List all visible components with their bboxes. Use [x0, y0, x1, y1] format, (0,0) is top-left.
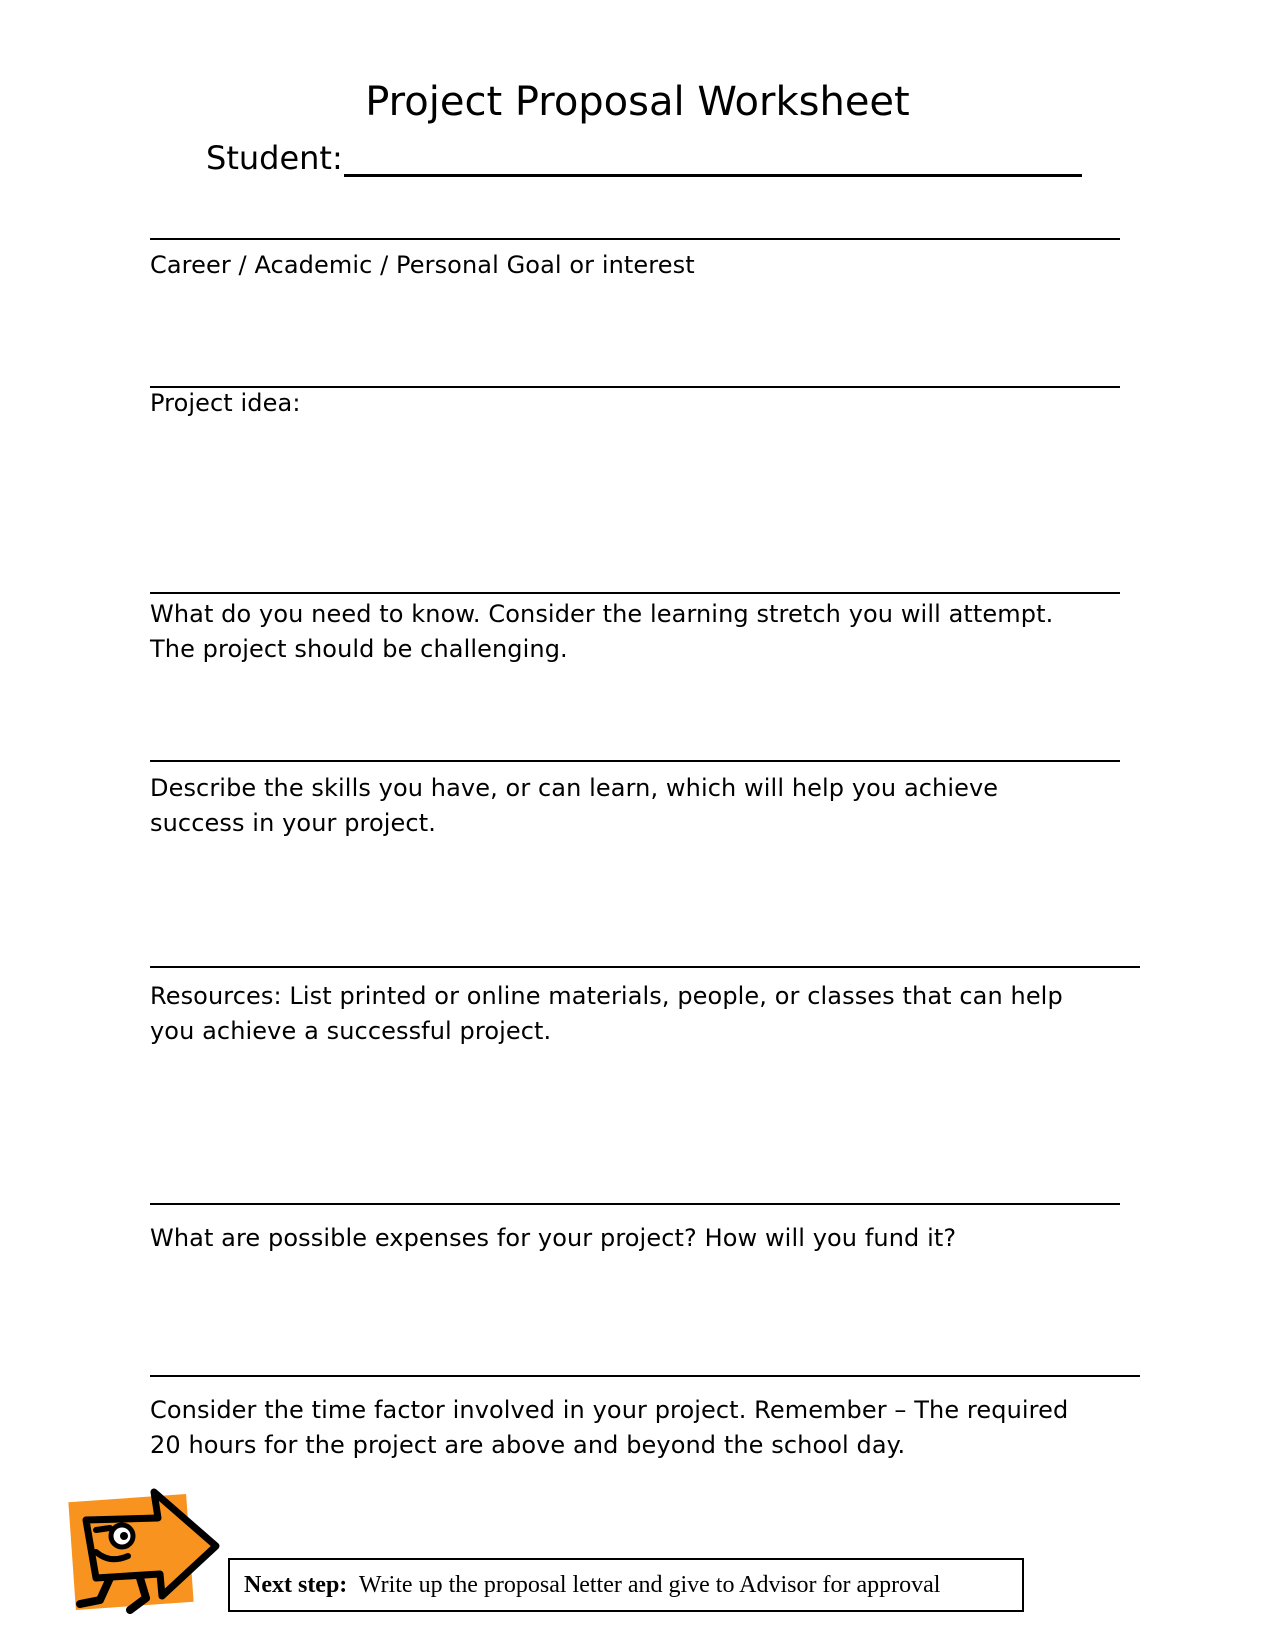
section-divider	[150, 760, 1120, 762]
section-divider	[150, 238, 1120, 240]
prompt-goal-interest: Career / Academic / Personal Goal or interest	[150, 251, 695, 279]
next-step-label: Next step:	[244, 1572, 348, 1598]
walking-arrow-mascot-icon	[66, 1478, 226, 1618]
section-divider	[150, 1203, 1120, 1205]
student-name-row	[206, 134, 1086, 184]
prompt-time-factor: Consider the time factor involved in your project. Remember – The required 20 hours for the project are above and beyond the school day.	[150, 1396, 1069, 1459]
student-name-field[interactable]	[344, 174, 1082, 177]
section-divider	[150, 1375, 1140, 1377]
prompt-resources: Resources: List printed or online materials, people, or classes that can help you achieve a successful project.	[150, 982, 1063, 1045]
next-step-box	[228, 1558, 1024, 1612]
next-step-text: Write up the proposal letter and give to Advisor for approval	[358, 1572, 941, 1598]
prompt-project-idea: Project idea:	[150, 389, 301, 417]
section-divider	[150, 592, 1120, 594]
prompt-expenses: What are possible expenses for your project? How will you fund it?	[150, 1224, 957, 1252]
prompt-need-to-know: What do you need to know. Consider the learning stretch you will attempt. The project should be challenging.	[150, 600, 1054, 663]
page-title: Project Proposal Worksheet	[365, 79, 910, 125]
prompt-skills: Describe the skills you have, or can learn, which will help you achieve success in your project.	[150, 774, 999, 837]
section-divider	[150, 966, 1140, 968]
student-label: Student:	[206, 139, 343, 177]
